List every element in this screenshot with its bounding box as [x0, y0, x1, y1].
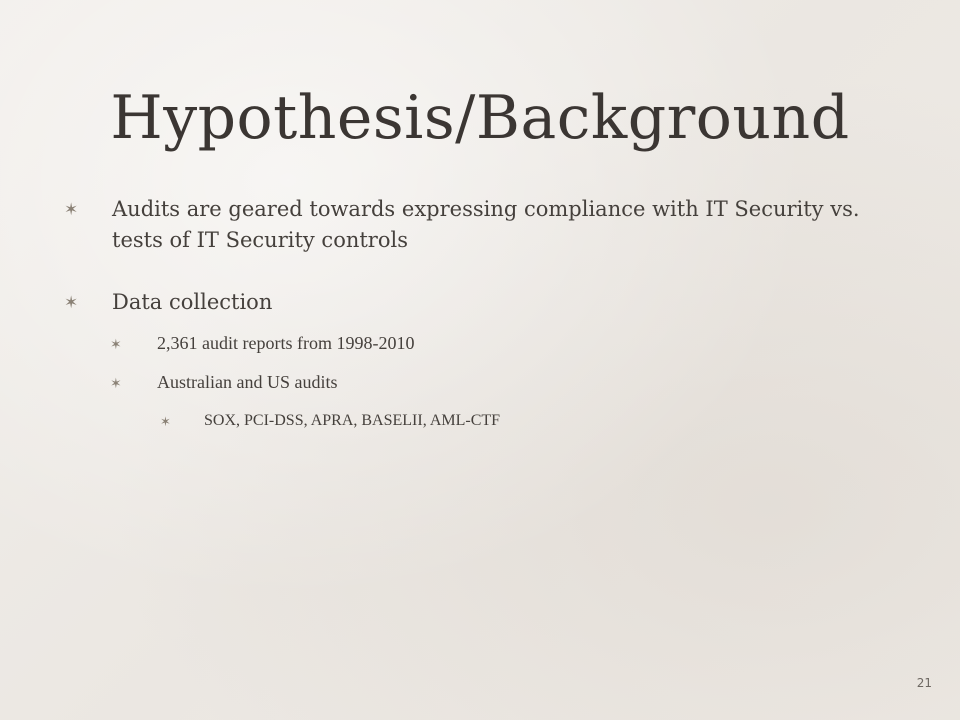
bullet-list [64, 194, 884, 431]
bullet-text: Audits are geared towards expressing compliance with IT Security vs. tests of IT Security controls [112, 197, 860, 252]
bullet-item [64, 194, 884, 256]
star-bullet-icon: ✶ [160, 415, 171, 430]
sub-bullet-item [110, 371, 884, 393]
star-bullet-icon: ✶ [64, 293, 79, 313]
sub-sub-bullet-text: SOX, PCI-DSS, APRA, BASELII, AML-CTF [204, 412, 501, 429]
bullet-item [64, 287, 884, 318]
sub-bullet-text: 2,361 audit reports from 1998-2010 [157, 333, 415, 353]
sub-bullet-item [110, 332, 884, 354]
sub-bullet-text: Australian and US audits [157, 372, 338, 392]
star-bullet-icon: ✶ [64, 200, 79, 220]
page-number: 21 [916, 676, 932, 690]
bullet-text: Data collection [112, 290, 273, 314]
slide-title: Hypothesis/Background [110, 83, 850, 153]
star-bullet-icon: ✶ [110, 337, 122, 353]
star-bullet-icon: ✶ [110, 376, 122, 392]
sub-sub-bullet-item [160, 411, 884, 431]
